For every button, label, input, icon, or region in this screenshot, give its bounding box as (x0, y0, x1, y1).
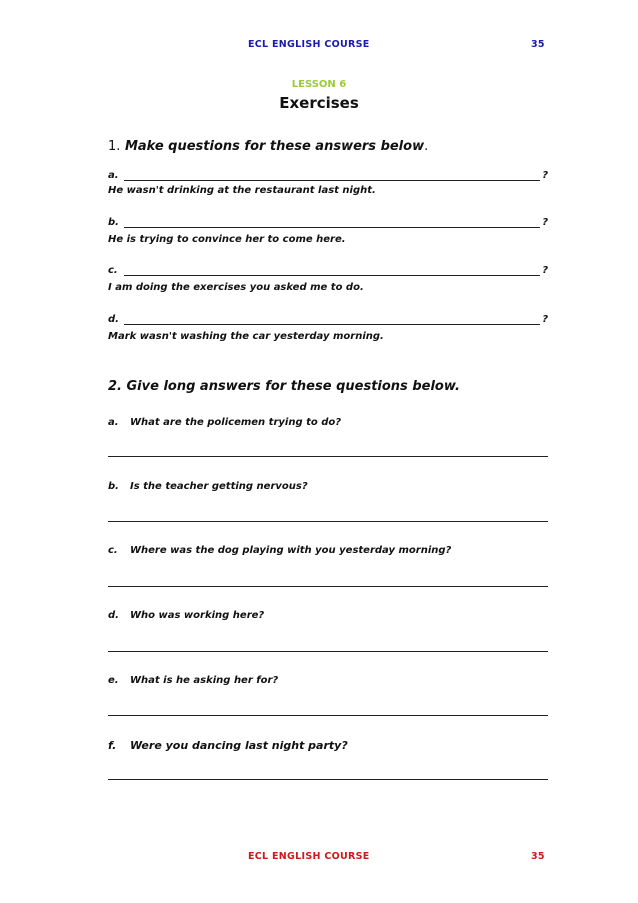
answer-line-e (108, 715, 548, 716)
footer-page-number: 35 (531, 851, 545, 862)
question-text: Is the teacher getting nervous? (130, 481, 308, 492)
question-text: Were you dancing last night party? (130, 739, 348, 752)
lesson-label: LESSON 6 (291, 79, 347, 90)
section2-heading: 2. Give long answers for these questions below. (108, 379, 460, 394)
page-title: Exercises (279, 94, 359, 112)
question-e (108, 675, 278, 686)
section1-period: . (424, 139, 429, 154)
question-c (108, 545, 451, 556)
item-letter: c. (108, 265, 118, 276)
question-line-b (108, 217, 548, 231)
section1-heading (108, 139, 428, 154)
answer-line-d (108, 651, 548, 652)
question-mark: ? (542, 170, 548, 181)
answer-line-a (108, 456, 548, 457)
question-mark: ? (542, 217, 548, 228)
footer-course-title: ECL ENGLISH COURSE (248, 851, 370, 862)
section1-instruction: Make questions for these answers below (124, 139, 425, 154)
header-page-number: 35 (531, 39, 545, 50)
item-letter: f. (108, 739, 117, 752)
item-letter: b. (108, 217, 119, 228)
item-letter: e. (108, 675, 119, 686)
item-letter: d. (108, 314, 119, 325)
question-text: Where was the dog playing with you yesterday morning? (130, 545, 452, 556)
question-text: What is he asking her for? (130, 675, 279, 686)
item-letter: c. (108, 545, 118, 556)
question-b (108, 481, 308, 492)
answer-line-c (108, 586, 548, 587)
item-letter: a. (108, 417, 119, 428)
question-a (108, 417, 341, 428)
write-line (124, 227, 540, 228)
question-mark: ? (542, 265, 548, 276)
question-line-c (108, 265, 548, 279)
answer-line-b (108, 521, 548, 522)
write-line (124, 324, 540, 325)
item-letter: a. (108, 170, 119, 181)
write-line (124, 180, 540, 181)
answer-text-a: He wasn't drinking at the restaurant last night. (108, 185, 376, 196)
section1-number: 1. (108, 139, 121, 154)
question-mark: ? (542, 314, 548, 325)
item-letter: b. (108, 481, 119, 492)
write-line (124, 275, 540, 276)
answer-text-b: He is trying to convince her to come here. (108, 234, 346, 245)
question-d (108, 610, 264, 621)
question-line-d (108, 314, 548, 328)
answer-text-d: Mark wasn't washing the car yesterday morning. (108, 331, 384, 342)
question-text: What are the policemen trying to do? (130, 417, 342, 428)
question-f (108, 739, 348, 752)
answer-line-f (108, 779, 548, 780)
header-course-title: ECL ENGLISH COURSE (248, 39, 370, 50)
item-letter: d. (108, 610, 119, 621)
answer-text-c: I am doing the exercises you asked me to do. (108, 282, 364, 293)
question-text: Who was working here? (130, 610, 265, 621)
question-line-a (108, 170, 548, 184)
